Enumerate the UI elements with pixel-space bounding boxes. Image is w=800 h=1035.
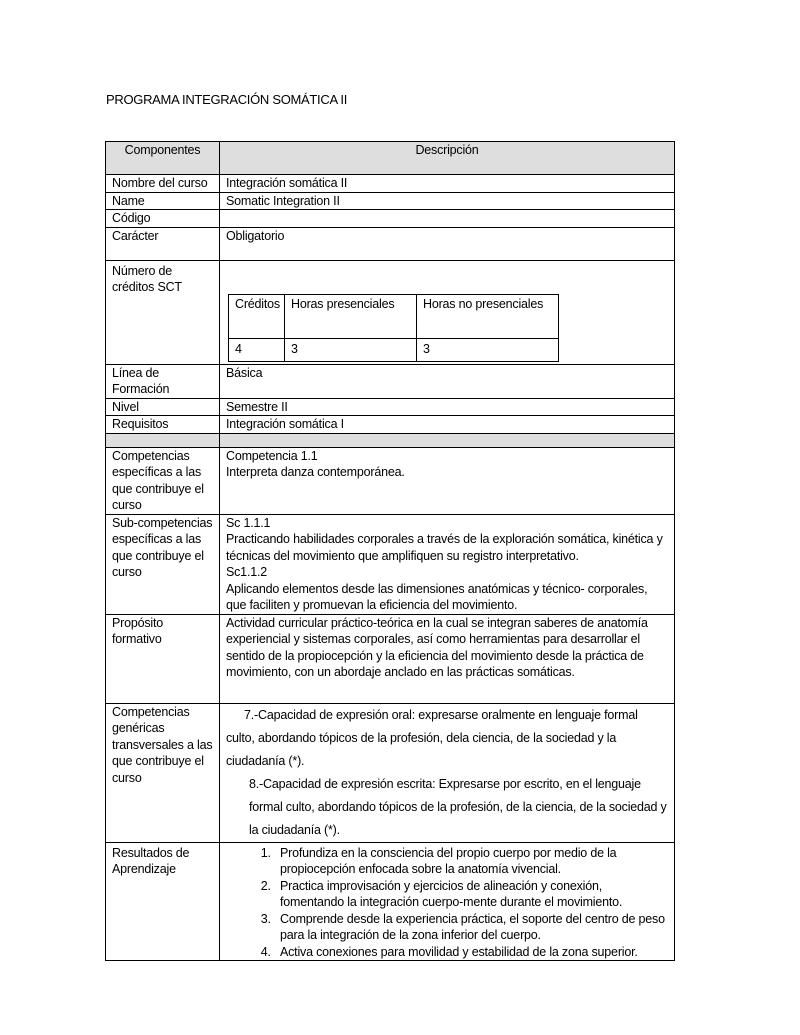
credits-header-no-presenciales: Horas no presenciales: [417, 294, 559, 338]
table-row: [106, 842, 675, 961]
label-name: Name: [106, 192, 220, 210]
credits-header-presenciales: Horas presenciales: [285, 294, 417, 338]
header-descripcion: Descripción: [220, 142, 675, 175]
table-row: [106, 514, 675, 614]
header-componentes: Componentes: [106, 142, 220, 175]
subcompetencia-code-2: Sc1.1.2: [226, 565, 267, 579]
subcompetencia-code-1: Sc 1.1.1: [226, 515, 271, 530]
list-item: 4. Activa conexiones para movilidad y estabilidad de la zona superior.: [274, 944, 668, 961]
value-resultados: [220, 842, 675, 961]
value-nivel: Semestre II: [220, 398, 675, 416]
label-caracter: Carácter: [106, 227, 220, 260]
label-resultados: Resultados de Aprendizaje: [106, 842, 220, 961]
table-row: [106, 398, 675, 416]
table-header-row: [106, 142, 675, 175]
credits-value-presenciales: 3: [285, 338, 417, 361]
label-requisitos: Requisitos: [106, 416, 220, 434]
competencia-code: Competencia 1.1: [226, 448, 318, 463]
label-nivel: Nivel: [106, 398, 220, 416]
table-row: [106, 364, 675, 398]
list-item: 1. Profundiza en la consciencia del propio cuerpo por medio de la propiocepción enfocada sobre la anatomía vivencial.: [274, 845, 668, 878]
separator-cell: [106, 433, 220, 447]
value-proposito: Actividad curricular práctico-teórica en la cual se integran saberes de anatomía experiencial y sistemas corporales, así como herramientas para desarrollar el sentido de la propiocepción y la eficiencia del movimiento desde la práctica de movimiento, con un abordaje anclado en las prácticas somáticas.: [220, 614, 675, 703]
credits-value-creditos: 4: [229, 338, 285, 361]
label-nombre-curso: Nombre del curso: [106, 175, 220, 193]
label-codigo: Código: [106, 210, 220, 228]
value-nombre-curso: Integración somática II: [220, 175, 675, 193]
competencia-text: Interpreta danza contemporánea.: [226, 465, 405, 479]
table-row: [106, 614, 675, 703]
table-row: [106, 192, 675, 210]
label-linea-formacion: Línea de Formación: [106, 364, 220, 398]
generica-item-8: 8.-Capacidad de expresión escrita: Expresarse por escrito, en el lenguaje formal culto, abordando tópicos de la profesión, de la ciencia, de la sociedad y la ciudadanía (*).: [249, 776, 667, 837]
table-row: [106, 416, 675, 434]
table-row: [106, 260, 675, 364]
list-item: 3. Comprende desde la experiencia práctica, el soporte del centro de peso para la integración de la zona inferior del cuerpo.: [274, 911, 668, 944]
credits-header-creditos: Créditos: [229, 294, 285, 338]
table-row: [106, 703, 675, 842]
label-competencias-genericas: Competencias genéricas transversales a las que contribuye el curso: [106, 703, 220, 842]
label-competencias-especificas: Competencias específicas a las que contribuye el curso: [106, 447, 220, 514]
table-row: [106, 210, 675, 228]
value-competencias-genericas: [220, 703, 675, 842]
label-subcompetencias: Sub-competencias específicas a las que contribuye el curso: [106, 514, 220, 614]
credits-value-no-presenciales: 3: [417, 338, 559, 361]
separator-row: [106, 433, 675, 447]
value-name: Somatic Integration II: [220, 192, 675, 210]
value-requisitos: Integración somática I: [220, 416, 675, 434]
label-proposito: Propósito formativo: [106, 614, 220, 703]
value-codigo: [220, 210, 675, 228]
list-item: 2. Practica improvisación y ejercicios de alineación y conexión, fomentando la integración cuerpo-mente durante el movimiento.: [274, 878, 668, 911]
subcompetencia-text-2: Aplicando elementos desde las dimensiones anatómicas y técnico- corporales, que faciliten y promuevan la eficiencia del movimiento.: [226, 581, 648, 612]
value-competencias-especificas: [220, 447, 675, 514]
subcompetencia-text-1: Practicando habilidades corporales a través de la exploración somática, kinética y técnicas del movimiento que amplifiquen su registro interpretativo.: [226, 532, 663, 563]
generica-item-7: 7.-Capacidad de expresión oral: expresarse oralmente en lenguaje formal culto, abordando tópicos de la profesión, dela ciencia, de la sociedad y la ciudadanía (*).: [226, 707, 638, 768]
value-caracter: Obligatorio: [220, 227, 675, 260]
creditos-cell: [220, 260, 675, 364]
separator-cell: [220, 433, 675, 447]
table-row: [106, 227, 675, 260]
label-creditos-sct: Número de créditos SCT: [106, 260, 220, 364]
value-subcompetencias: [220, 514, 675, 614]
value-linea-formacion: Básica: [220, 364, 675, 398]
course-program-table: [105, 141, 675, 961]
document-title: PROGRAMA INTEGRACIÓN SOMÁTICA II: [106, 92, 348, 107]
table-row: [106, 175, 675, 193]
table-row: [106, 447, 675, 514]
credits-table: [228, 294, 559, 362]
resultados-list: [226, 845, 668, 961]
